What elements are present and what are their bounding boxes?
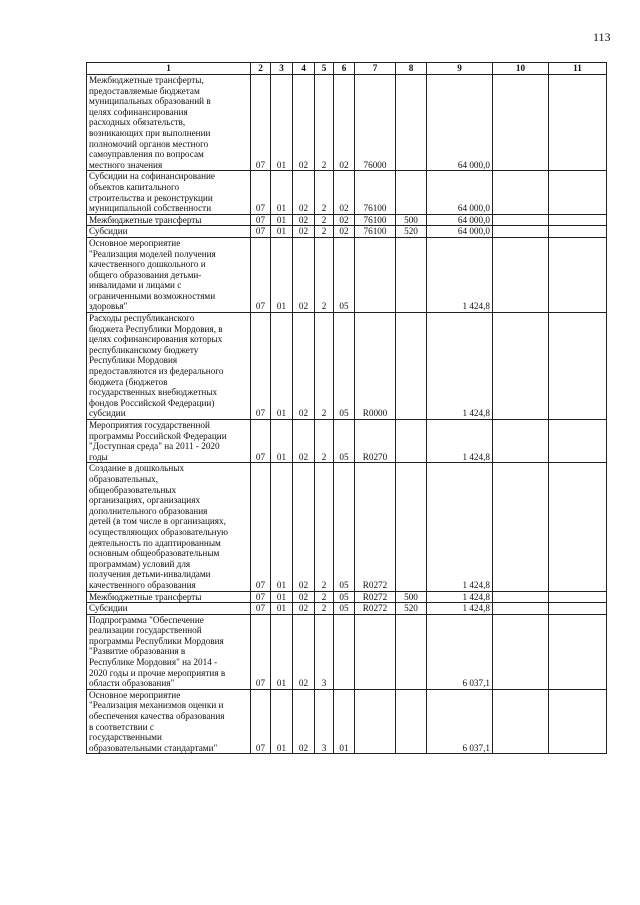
cell-col-9: 1 424,8 [427, 420, 493, 463]
row-description: Субсидии [87, 226, 251, 238]
cell-col-4: 02 [293, 226, 315, 238]
cell-col-2: 07 [251, 226, 271, 238]
cell-col-7 [355, 614, 396, 689]
cell-col-2: 07 [251, 420, 271, 463]
cell-col-5: 3 [315, 689, 334, 754]
cell-col-7 [355, 689, 396, 754]
cell-col-8 [396, 689, 427, 754]
cell-col-11 [549, 614, 607, 689]
cell-col-6: 05 [334, 591, 355, 603]
cell-col-3: 01 [271, 689, 293, 754]
cell-col-5: 2 [315, 591, 334, 603]
cell-col-11 [549, 237, 607, 312]
table-body [87, 75, 607, 754]
row-description: Межбюджетные трансферты [87, 591, 251, 603]
cell-col-10 [493, 237, 549, 312]
cell-col-5: 2 [315, 75, 334, 171]
cell-col-7 [355, 237, 396, 312]
cell-col-4: 02 [293, 603, 315, 615]
cell-col-10 [493, 591, 549, 603]
cell-col-9: 64 000,0 [427, 226, 493, 238]
cell-col-7: R0272 [355, 463, 396, 591]
cell-col-11 [549, 171, 607, 214]
header-cell: 5 [315, 63, 334, 75]
cell-col-2: 07 [251, 591, 271, 603]
cell-col-2: 07 [251, 237, 271, 312]
header-cell: 6 [334, 63, 355, 75]
cell-col-9: 64 000,0 [427, 171, 493, 214]
cell-col-3: 01 [271, 591, 293, 603]
header-cell: 11 [549, 63, 607, 75]
cell-col-3: 01 [271, 171, 293, 214]
cell-col-4: 02 [293, 75, 315, 171]
cell-col-2: 07 [251, 214, 271, 226]
cell-col-3: 01 [271, 75, 293, 171]
cell-col-11 [549, 214, 607, 226]
cell-col-8 [396, 171, 427, 214]
cell-col-4: 02 [293, 237, 315, 312]
header-cell: 7 [355, 63, 396, 75]
cell-col-8 [396, 237, 427, 312]
header-cell: 10 [493, 63, 549, 75]
table-row [87, 463, 607, 591]
cell-col-7: R0000 [355, 313, 396, 420]
row-description: Подпрограмма "Обеспечение реализации государственной программы Республики Мордовия "Развитие образования в Республике Мордовия" на 2014 - 2020 годы и прочие мероприятия в области образования" [87, 614, 251, 689]
table-row [87, 689, 607, 754]
row-description: Создание в дошкольных образовательных, общеобразовательных организациях, организациях дополнительного образования детей (в том числе в организациях, осуществляющих образовательную деятельность по адаптированным основным общеобразовательным программам) условий для получения детьми-инвалидами качественного образования [87, 463, 251, 591]
cell-col-6 [334, 614, 355, 689]
cell-col-11 [549, 463, 607, 591]
cell-col-9: 6 037,1 [427, 614, 493, 689]
cell-col-10 [493, 420, 549, 463]
cell-col-3: 01 [271, 226, 293, 238]
cell-col-9: 1 424,8 [427, 603, 493, 615]
cell-col-6: 05 [334, 420, 355, 463]
cell-col-6: 01 [334, 689, 355, 754]
cell-col-8: 520 [396, 226, 427, 238]
cell-col-6: 05 [334, 603, 355, 615]
cell-col-6: 05 [334, 463, 355, 591]
cell-col-4: 02 [293, 689, 315, 754]
cell-col-11 [549, 313, 607, 420]
cell-col-5: 2 [315, 171, 334, 214]
cell-col-6: 02 [334, 171, 355, 214]
cell-col-3: 01 [271, 463, 293, 591]
cell-col-3: 01 [271, 214, 293, 226]
row-description: Субсидии на софинансирование объектов капитального строительства и реконструкции муниципальной собственности [87, 171, 251, 214]
cell-col-11 [549, 689, 607, 754]
cell-col-4: 02 [293, 591, 315, 603]
header-cell: 4 [293, 63, 315, 75]
cell-col-5: 2 [315, 226, 334, 238]
cell-col-10 [493, 313, 549, 420]
cell-col-11 [549, 420, 607, 463]
cell-col-7: R0270 [355, 420, 396, 463]
header-cell: 8 [396, 63, 427, 75]
cell-col-6: 02 [334, 214, 355, 226]
header-cell: 9 [427, 63, 493, 75]
cell-col-11 [549, 603, 607, 615]
cell-col-10 [493, 171, 549, 214]
cell-col-10 [493, 689, 549, 754]
cell-col-2: 07 [251, 463, 271, 591]
header-cell: 2 [251, 63, 271, 75]
cell-col-7: 76100 [355, 171, 396, 214]
cell-col-4: 02 [293, 214, 315, 226]
cell-col-10 [493, 463, 549, 591]
row-description: Основное мероприятие "Реализация механизмов оценки и обеспечения качества образования в соответствии с государственными образовательными стандартами" [87, 689, 251, 754]
cell-col-5: 2 [315, 214, 334, 226]
cell-col-6: 02 [334, 226, 355, 238]
cell-col-10 [493, 75, 549, 171]
table-row [87, 591, 607, 603]
cell-col-4: 02 [293, 420, 315, 463]
cell-col-7: 76100 [355, 214, 396, 226]
cell-col-11 [549, 226, 607, 238]
cell-col-8 [396, 313, 427, 420]
cell-col-5: 2 [315, 420, 334, 463]
header-cell: 1 [87, 63, 251, 75]
row-description: Мероприятия государственной программы Российской Федерации "Доступная среда" на 2011 - 2020 годы [87, 420, 251, 463]
row-description: Субсидии [87, 603, 251, 615]
row-description: Межбюджетные трансферты [87, 214, 251, 226]
cell-col-8: 500 [396, 591, 427, 603]
cell-col-5: 2 [315, 603, 334, 615]
table-row [87, 603, 607, 615]
cell-col-2: 07 [251, 614, 271, 689]
cell-col-9: 1 424,8 [427, 237, 493, 312]
cell-col-3: 01 [271, 237, 293, 312]
cell-col-8: 500 [396, 214, 427, 226]
cell-col-6: 05 [334, 313, 355, 420]
cell-col-11 [549, 75, 607, 171]
cell-col-2: 07 [251, 689, 271, 754]
header-cell: 3 [271, 63, 293, 75]
cell-col-8 [396, 463, 427, 591]
cell-col-2: 07 [251, 313, 271, 420]
cell-col-2: 07 [251, 171, 271, 214]
table-row [87, 237, 607, 312]
cell-col-3: 01 [271, 313, 293, 420]
cell-col-5: 2 [315, 313, 334, 420]
cell-col-9: 6 037,1 [427, 689, 493, 754]
cell-col-5: 2 [315, 237, 334, 312]
cell-col-9: 64 000,0 [427, 214, 493, 226]
cell-col-10 [493, 226, 549, 238]
cell-col-3: 01 [271, 603, 293, 615]
table-row [87, 420, 607, 463]
cell-col-4: 02 [293, 171, 315, 214]
cell-col-8 [396, 420, 427, 463]
cell-col-3: 01 [271, 614, 293, 689]
table-row [87, 75, 607, 171]
row-description: Расходы республиканского бюджета Республики Мордовия, в целях софинансирования которых республиканскому бюджету Республики Мордовия предоставляются из федерального бюджета (бюджетов государственных внебюджетных фондов Российской Федерации) субсидии [87, 313, 251, 420]
cell-col-7: R0272 [355, 603, 396, 615]
cell-col-2: 07 [251, 603, 271, 615]
cell-col-8 [396, 614, 427, 689]
cell-col-9: 1 424,8 [427, 591, 493, 603]
cell-col-2: 07 [251, 75, 271, 171]
table-row [87, 313, 607, 420]
cell-col-9: 1 424,8 [427, 313, 493, 420]
cell-col-7: 76100 [355, 226, 396, 238]
cell-col-4: 02 [293, 313, 315, 420]
cell-col-6: 05 [334, 237, 355, 312]
cell-col-4: 02 [293, 614, 315, 689]
table-header-row [87, 63, 607, 75]
cell-col-8 [396, 75, 427, 171]
cell-col-10 [493, 603, 549, 615]
cell-col-10 [493, 614, 549, 689]
row-description: Межбюджетные трансферты, предоставляемые бюджетам муниципальных образований в целях софинансирования расходных обязательств, возникающих при выполнении полномочий органов местного самоуправления по вопросам местного значения [87, 75, 251, 171]
cell-col-11 [549, 591, 607, 603]
table-row [87, 614, 607, 689]
row-description: Основное мероприятие "Реализация моделей получения качественного дошкольного и общего образования детьми- инвалидами и лицами с ограниченными возможностями здоровья" [87, 237, 251, 312]
cell-col-6: 02 [334, 75, 355, 171]
budget-table [86, 62, 607, 754]
page-number: 113 [593, 30, 611, 44]
cell-col-3: 01 [271, 420, 293, 463]
cell-col-10 [493, 214, 549, 226]
cell-col-5: 2 [315, 463, 334, 591]
table-row [87, 226, 607, 238]
cell-col-7: 76000 [355, 75, 396, 171]
cell-col-8: 520 [396, 603, 427, 615]
cell-col-5: 3 [315, 614, 334, 689]
table-row [87, 171, 607, 214]
cell-col-4: 02 [293, 463, 315, 591]
cell-col-7: R0272 [355, 591, 396, 603]
cell-col-9: 1 424,8 [427, 463, 493, 591]
cell-col-9: 64 000,0 [427, 75, 493, 171]
table-row [87, 214, 607, 226]
